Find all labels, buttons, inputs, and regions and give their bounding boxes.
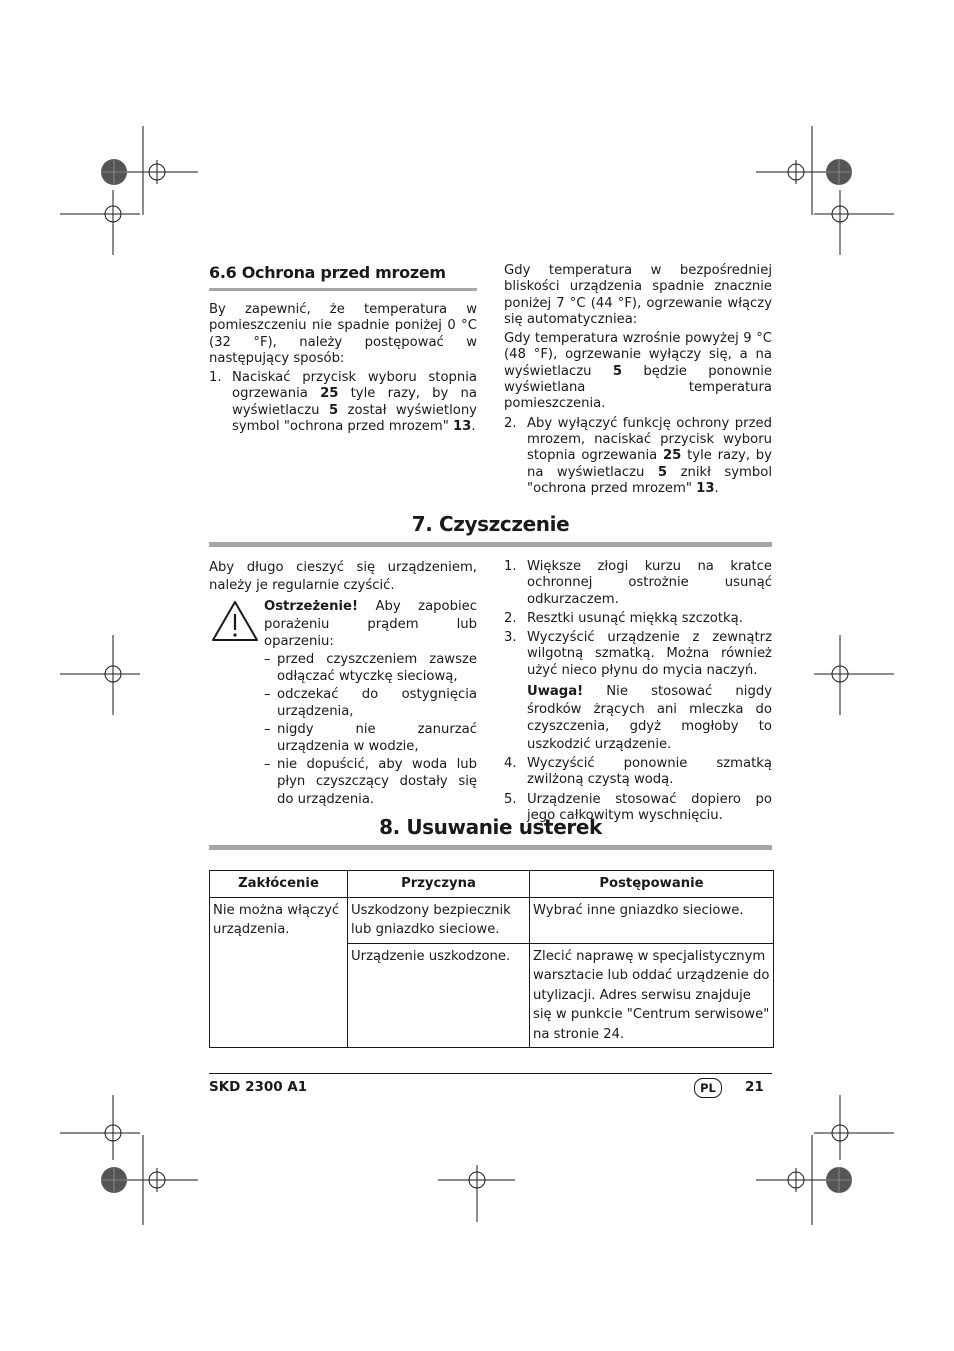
chapter-title: 8. Usuwanie usterek — [379, 815, 602, 839]
action-cell: Zlecić naprawę w specjalistycznym warsztacie lub oddać urządzenie do utylizacji. Adres serwisu znajduje się w punkcie "Centrum serwisowe" na stronie 24. — [530, 943, 774, 1048]
list-item: – przed czyszczeniem zawsze odłączać wtyczkę sieciową, — [264, 651, 477, 686]
cleaning-steps-list — [504, 559, 772, 824]
list-item: – nie dopuścić, aby woda lub płyn czyszczący dostały się do urządzenia. — [264, 756, 477, 809]
list-item: – nigdy nie zanurzać urządzenia w wodzie, — [264, 721, 477, 756]
cleaning-intro: Aby długo cieszyć się urządzeniem, należy je regularnie czyścić. — [209, 560, 477, 593]
chapter-title-rule — [209, 845, 772, 850]
action-cell: Wybrać inne gniazdko sieciowe. — [530, 897, 774, 943]
paragraph: Gdy temperatura wzrośnie powyżej 9 °C (48 °F), ogrzewanie wyłączy się, a na wyświetlaczu 5 będzie ponownie wyświetlana temperatura pomieszczenia. — [504, 331, 772, 412]
warning-list — [264, 651, 477, 809]
chapter-title-rule — [209, 542, 772, 547]
cleaning-right-column — [504, 559, 772, 827]
footer-rule — [209, 1073, 772, 1074]
warning-text: Ostrzeżenie! Aby zapobiec porażeniu prądem lub oparzeniu: — [264, 599, 477, 649]
chapter-title: 7. Czyszczenie — [411, 512, 570, 536]
frost-steps-list-continued — [504, 416, 772, 497]
list-item: 2. Resztki usunąć miękką szczotką. — [504, 610, 743, 626]
paragraph: Gdy temperatura w bezpośredniej bliskości urządzenia spadnie znacznie poniżej 7 °C (44 °F), ogrzewanie włączy się automatyczniea: — [504, 263, 772, 327]
list-item: 2. Aby wyłączyć funkcję ochrony przed mrozem, naciskać przycisk wyboru stopnia ogrzewania 25 tyle razy, by na wyświetlaczu 5 znikł symbol "ochrona przed mrozem" 13. — [504, 415, 773, 496]
column-header: Przyczyna — [348, 871, 530, 898]
section-6-6-left-column — [209, 302, 477, 438]
section-heading-rule — [209, 288, 477, 291]
table-row — [210, 897, 774, 943]
language-badge: PL — [694, 1078, 722, 1098]
section-6-6-right-column — [504, 263, 772, 500]
column-header: Postępowanie — [530, 871, 774, 898]
cleaning-left-column — [209, 559, 477, 808]
page-number: 21 — [745, 1079, 764, 1095]
column-header: Zakłócenie — [210, 871, 348, 898]
list-item: 1. Większe złogi kurzu na kratce ochronnej ostrożnie usunąć odkurzaczem. — [504, 559, 772, 607]
list-item: – odczekać do ostygnięcia urządzenia, — [264, 686, 477, 721]
list-item: 3. Wyczyścić urządzenie z zewnątrz wilgotną szmatką. Można również użyć nieco płynu do mycia naczyń. Uwaga! Nie stosować nigdy środków żrących ani mleczka do czyszczenia, gdyż mogłoby to uszkodzić urządzenie. — [504, 630, 772, 752]
cause-cell: Uszkodzony bezpiecznik lub gniazdko sieciowe. — [348, 897, 530, 943]
list-item: 4. Wyczyścić ponownie szmatką zwilżoną czystą wodą. — [504, 756, 772, 788]
table-header-row — [210, 871, 774, 898]
list-item: 5. Urządzenie stosować dopiero po jego całkowitym wyschnięciu. — [504, 791, 772, 823]
warning-triangle-icon — [211, 600, 259, 642]
fault-cell: Nie można włączyć urządzenia. — [210, 897, 348, 1048]
warning-block — [209, 598, 477, 808]
section-heading: 6.6 Ochrona przed mrozem — [209, 263, 446, 282]
footer-model: SKD 2300 A1 — [209, 1079, 308, 1095]
troubleshooting-table — [209, 870, 774, 1048]
frost-steps-list — [209, 370, 477, 435]
list-item: 1. Naciskać przycisk wyboru stopnia ogrzewania 25 tyle razy, by na wyświetlaczu 5 został wyświetlony symbol "ochrona przed mrozem" 13. — [209, 370, 477, 435]
cause-cell: Urządzenie uszkodzone. — [348, 943, 530, 1048]
section-intro: By zapewnić, że temperatura w pomieszczeniu nie spadnie poniżej 0 °C (32 °F), należy postępować w następujący sposób: — [209, 302, 477, 366]
note-text: Uwaga! Nie stosować nigdy środków żrących ani mleczka do czyszczenia, gdyż mogłoby to uszkodzić urządzenie. — [527, 684, 772, 752]
